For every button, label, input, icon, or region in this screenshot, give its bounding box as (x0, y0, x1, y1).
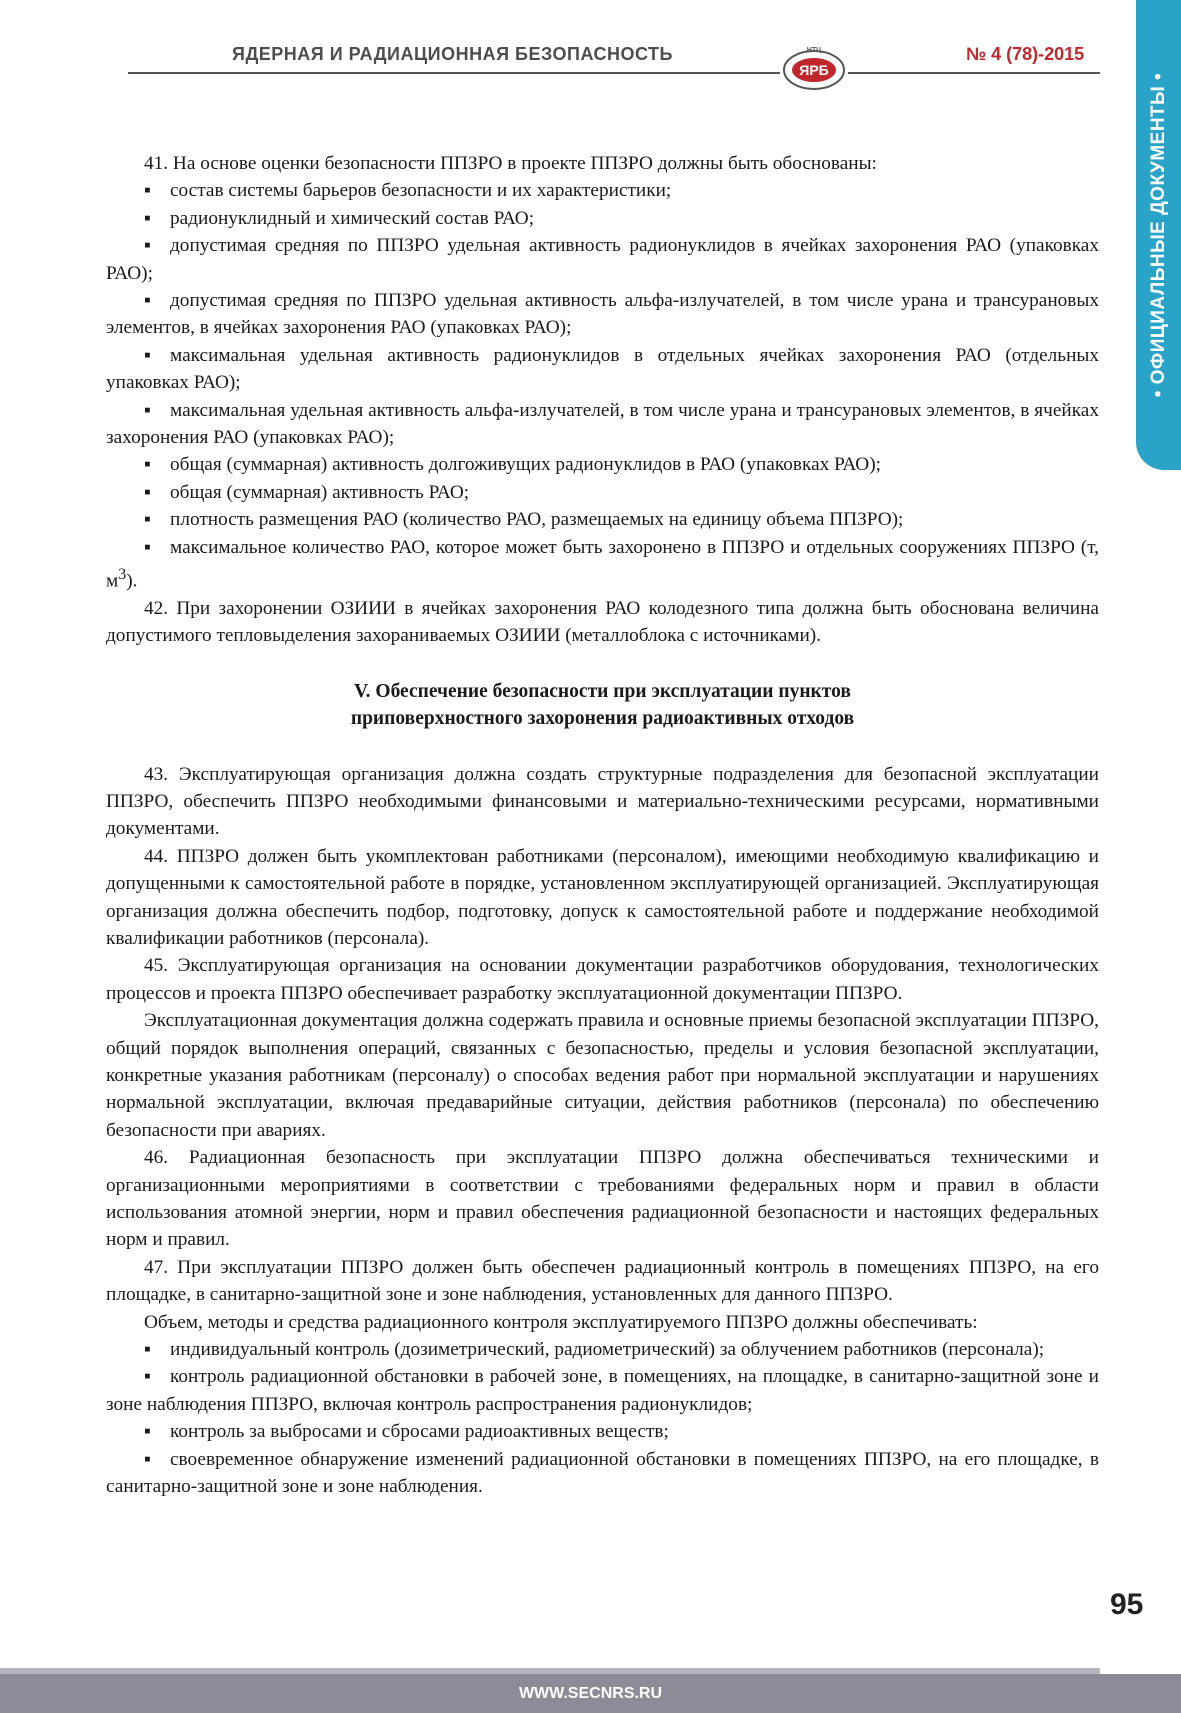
page-footer (0, 1668, 1181, 1713)
issue-number: № 4 (78)-2015 (966, 44, 1085, 64)
section-side-tab (1136, 0, 1181, 470)
side-tab-label: • ОФИЦИАЛЬНЫЕ ДОКУМЕНТЫ • (1147, 72, 1169, 398)
list-item: ▪ максимальная удельная активность радионуклидов в отдельных ячейках захоронения РАО (отдельных упаковках РАО); (106, 342, 1099, 397)
list-item: ▪ общая (суммарная) активность РАО; (106, 479, 1099, 506)
paragraph-43: 43. Эксплуатирующая организация должна создать структурные подразделения для безопасной эксплуатации ППЗРО, обеспечить ППЗРО необходимыми финансовыми и материально-техническими ресурсами, нормативными документами. (106, 763, 1099, 840)
logo-text: ЯРБ (799, 62, 829, 78)
list-item: ▪ максимальная удельная активность альфа-излучателей, в том числе урана и трансурановых элементов, в ячейках захоронения РАО (упаковках РАО); (106, 397, 1099, 452)
footer-website-link[interactable]: WWW.SECNRS.RU (518, 1685, 663, 1702)
bullet-icon: ▪ (144, 207, 151, 229)
logo-small-text: НТЦ (806, 47, 822, 54)
paragraph-45-continued: Эксплуатационная документация должна содержать правила и основные приемы безопасной эксплуатации ППЗРО, общий порядок выполнения операций, связанных с безопасностью, пределы и условия безопасной эксплуатации, конкретные указания работникам (персоналу) о способах ведения работ при нормальной эксплуатации и нарушениях нормальной эксплуатации, включая предаварийные ситуации, действия работников (персонала) по обеспечению безопасности при авариях. (106, 1010, 1099, 1141)
bullet-icon: ▪ (144, 235, 151, 257)
page-number: 95 (1110, 1588, 1144, 1621)
header-rule-right (848, 72, 1100, 74)
list-item: ▪ контроль радиационной обстановки в рабочей зоне, в помещениях, на площадке, в санитарно-защитной зоне и зоне наблюдения ППЗРО, включая контроль распространения радионуклидов; (106, 1363, 1099, 1418)
section-heading (106, 678, 1099, 733)
paragraph-47-continued: Объем, методы и средства радиационного контроля эксплуатируемого ППЗРО должны обеспечивать: (144, 1311, 978, 1333)
journal-logo-icon (782, 43, 846, 91)
paragraph-42: 42. При захоронении ОЗИИИ в ячейках захоронения РАО колодезного типа должна быть обоснована величина допустимого тепловыделения захораниваемых ОЗИИИ (металлоблока с источниками). (106, 597, 1099, 647)
bullet-icon: ▪ (144, 509, 151, 531)
paragraph-46: 46. Радиационная безопасность при эксплуатации ППЗРО должна обеспечиваться техническими и организационными мероприятиями в соответствии с требованиями федеральных норм и правил в области использования атомной энергии, норм и правил обеспечения радиационной безопасности и настоящих федеральных норм и правил. (106, 1147, 1099, 1251)
list-item: ▪ индивидуальный контроль (дозиметрический, радиометрический) за облучением работников (персонала); (106, 1336, 1099, 1363)
bullet-icon: ▪ (144, 399, 151, 421)
list-item: ▪ допустимая средняя по ППЗРО удельная активность альфа-излучателей, в том числе урана и трансурановых элементов, в ячейках захоронения РАО (упаковках РАО); (106, 287, 1099, 342)
bullet-icon: ▪ (144, 1339, 151, 1361)
list-item: ▪ состав системы барьеров безопасности и их характеристики; (106, 177, 1099, 204)
bullet-icon: ▪ (144, 290, 151, 312)
bullet-icon: ▪ (144, 1366, 151, 1388)
header-rule-left (128, 72, 780, 74)
paragraph-41: 41. На основе оценки безопасности ППЗРО в проекте ППЗРО должны быть обоснованы: (144, 153, 877, 174)
list-item: ▪ радионуклидный и химический состав РАО; (106, 205, 1099, 232)
section-heading-line-1: V. Обеспечение безопасности при эксплуатации пунктов (354, 680, 851, 702)
list-item: ▪ максимальное количество РАО, которое может быть захоронено в ППЗРО и отдельных сооружениях ППЗРО (т, $м^3$). (106, 534, 1099, 595)
list-item: ▪ допустимая средняя по ППЗРО удельная активность радионуклидов в ячейках захоронения РАО (упаковках РАО); (106, 232, 1099, 287)
bullet-icon: ▪ (144, 180, 151, 202)
bullet-icon: ▪ (144, 481, 151, 503)
section-heading-line-2: приповерхностного захоронения радиоактивных отходов (350, 708, 855, 730)
bullet-icon: ▪ (144, 536, 151, 558)
journal-title: ЯДЕРНАЯ И РАДИАЦИОННАЯ БЕЗОПАСНОСТЬ (232, 44, 673, 64)
bullet-icon: ▪ (144, 454, 151, 476)
list-item: ▪ общая (суммарная) активность долгоживущих радионуклидов в РАО (упаковках РАО); (106, 451, 1099, 478)
list-item: ▪ своевременное обнаружение изменений радиационной обстановки в помещениях ППЗРО, на его площадке, в санитарно-защитной зоне и зоне наблюдения. (106, 1446, 1099, 1501)
paragraph-44: 44. ППЗРО должен быть укомплектован работниками (персоналом), имеющими необходимую квалификацию и допущенными к самостоятельной работе в порядке, установленном эксплуатирующей организацией. Эксплуатирующая организация должна обеспечить подбор, подготовку, допуск к самостоятельной работе и поддержание необходимой квалификации работников (персонала). (106, 845, 1099, 949)
paragraph-47: 47. При эксплуатации ППЗРО должен быть обеспечен радиационный контроль в помещениях ППЗРО, на его площадке, в санитарно-защитной зоне и зоне наблюдения, установленных для данного ППЗРО. (106, 1256, 1099, 1306)
bullet-icon: ▪ (144, 344, 151, 366)
list-item: ▪ плотность размещения РАО (количество РАО, размещаемых на единицу объема ППЗРО); (106, 506, 1099, 533)
paragraph-45: 45. Эксплуатирующая организация на основании документации разработчиков оборудования, технологических процессов и проекта ППЗРО обеспечивает разработку эксплуатационной документации ППЗРО. (106, 955, 1099, 1004)
page-header (0, 38, 1181, 88)
bullet-icon: ▪ (144, 1421, 151, 1443)
bullet-icon: ▪ (144, 1448, 151, 1470)
list-item: ▪ контроль за выбросами и сбросами радиоактивных веществ; (106, 1418, 1099, 1445)
document-body (106, 150, 1099, 1501)
